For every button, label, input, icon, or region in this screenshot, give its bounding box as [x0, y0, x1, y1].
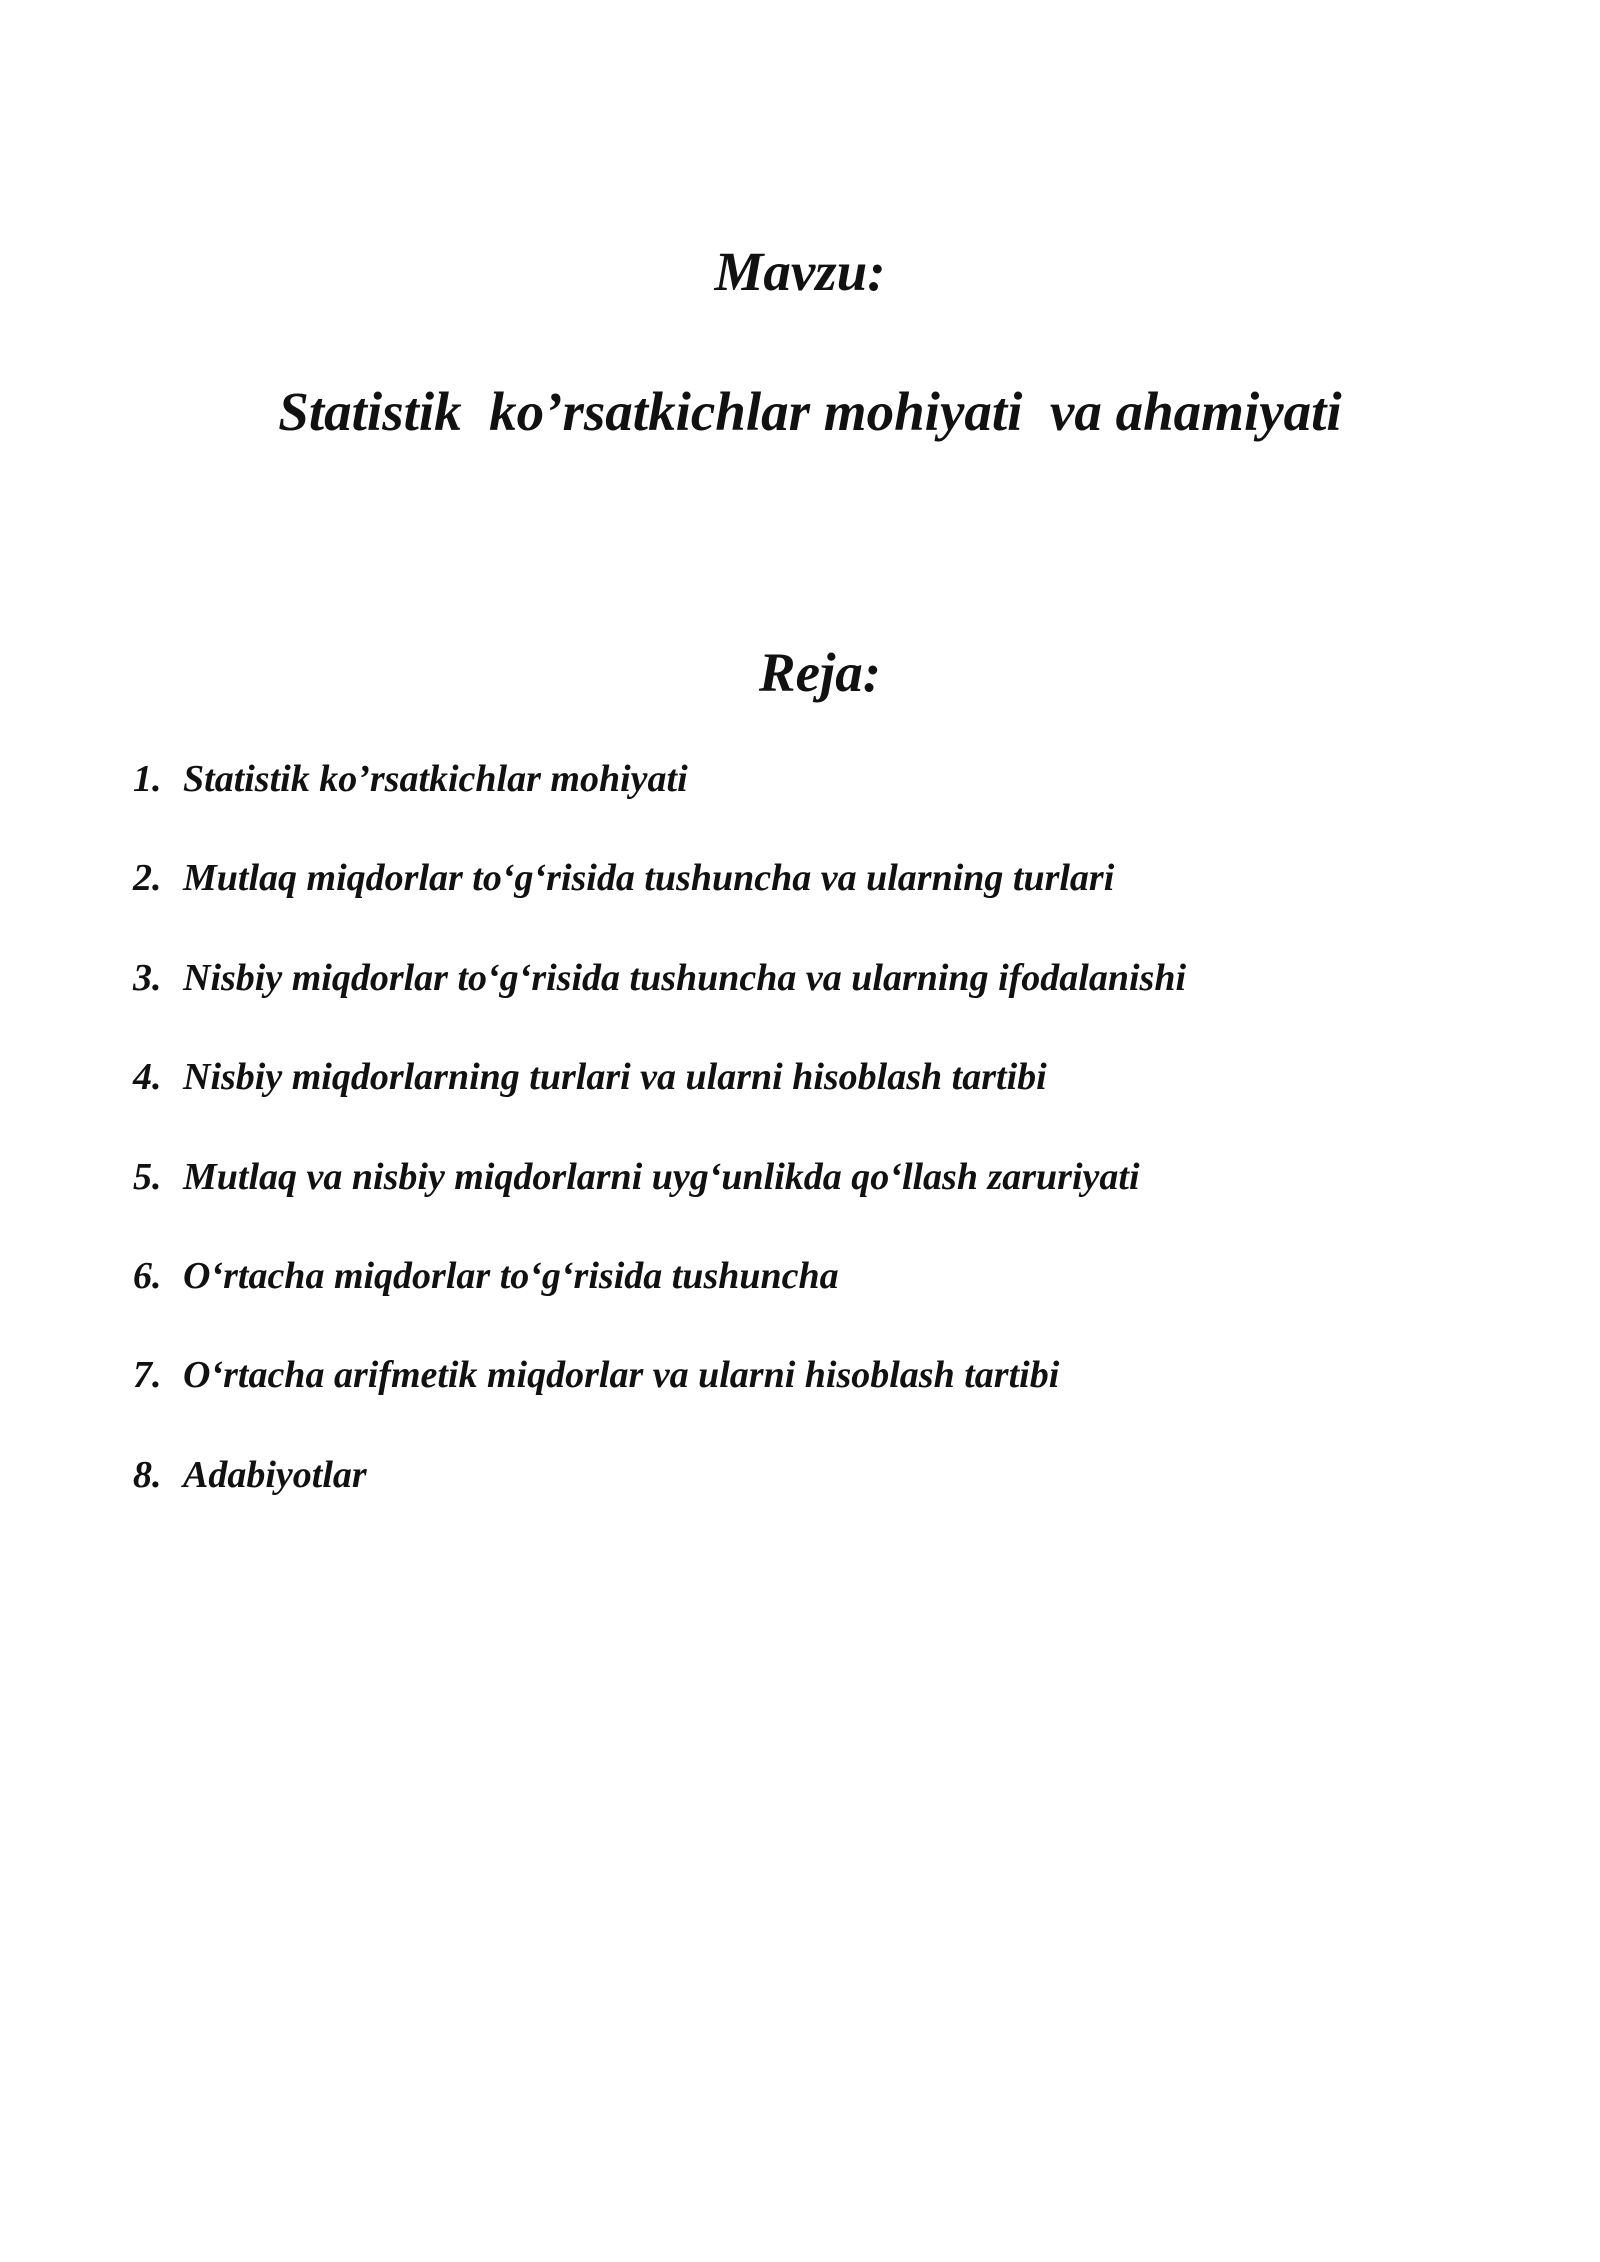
plan-item-text: Nisbiy miqdorlarning turlari va ularni hisoblash tartibi — [183, 1056, 1047, 1099]
plan-item-5 — [133, 1155, 1186, 1257]
plan-item-text: Mutlaq miqdorlar to‘g‘risida tushuncha va ularning turlari — [183, 857, 1115, 900]
plan-item-text: O‘rtacha miqdorlar to‘g‘risida tushuncha — [183, 1254, 839, 1297]
plan-item-number: 2. — [133, 857, 162, 900]
plan-item-number: 5. — [133, 1155, 162, 1198]
plan-item-4 — [133, 1058, 1186, 1157]
plan-item-number: 8. — [133, 1453, 162, 1496]
plan-item-number: 7. — [133, 1354, 162, 1397]
plan-item-number: 3. — [133, 956, 162, 999]
plan-item-text: Nisbiy miqdorlar to‘g‘risida tushuncha va ularning ifodalanishi — [183, 956, 1187, 999]
topic-title: Statistik ko’rsatkichlar mohiyati va ahamiyati — [278, 381, 1342, 442]
plan-item-8 — [133, 1453, 1186, 1555]
plan-item-text: O‘rtacha arifmetik miqdorlar va ularni hisoblash tartibi — [183, 1354, 1060, 1397]
reja-label: Reja: — [758, 642, 882, 703]
plan-item-number: 1. — [133, 758, 162, 800]
plan-item-1 — [133, 760, 1186, 859]
plan-list — [133, 760, 1186, 1555]
plan-item-text: Mutlaq va nisbiy miqdorlarni uyg‘unlikda qo‘llash zaruriyati — [183, 1155, 1140, 1198]
plan-item-7 — [133, 1356, 1186, 1455]
plan-item-2 — [133, 859, 1186, 958]
plan-item-number: 4. — [133, 1056, 162, 1099]
mavzu-label: Mavzu: — [714, 241, 886, 302]
plan-item-number: 6. — [133, 1254, 162, 1297]
plan-item-6 — [133, 1254, 1186, 1356]
plan-item-3 — [133, 956, 1187, 1058]
plan-item-text: Statistik ko’rsatkichlar mohiyati — [183, 758, 688, 800]
plan-item-text: Adabiyotlar — [183, 1453, 367, 1496]
